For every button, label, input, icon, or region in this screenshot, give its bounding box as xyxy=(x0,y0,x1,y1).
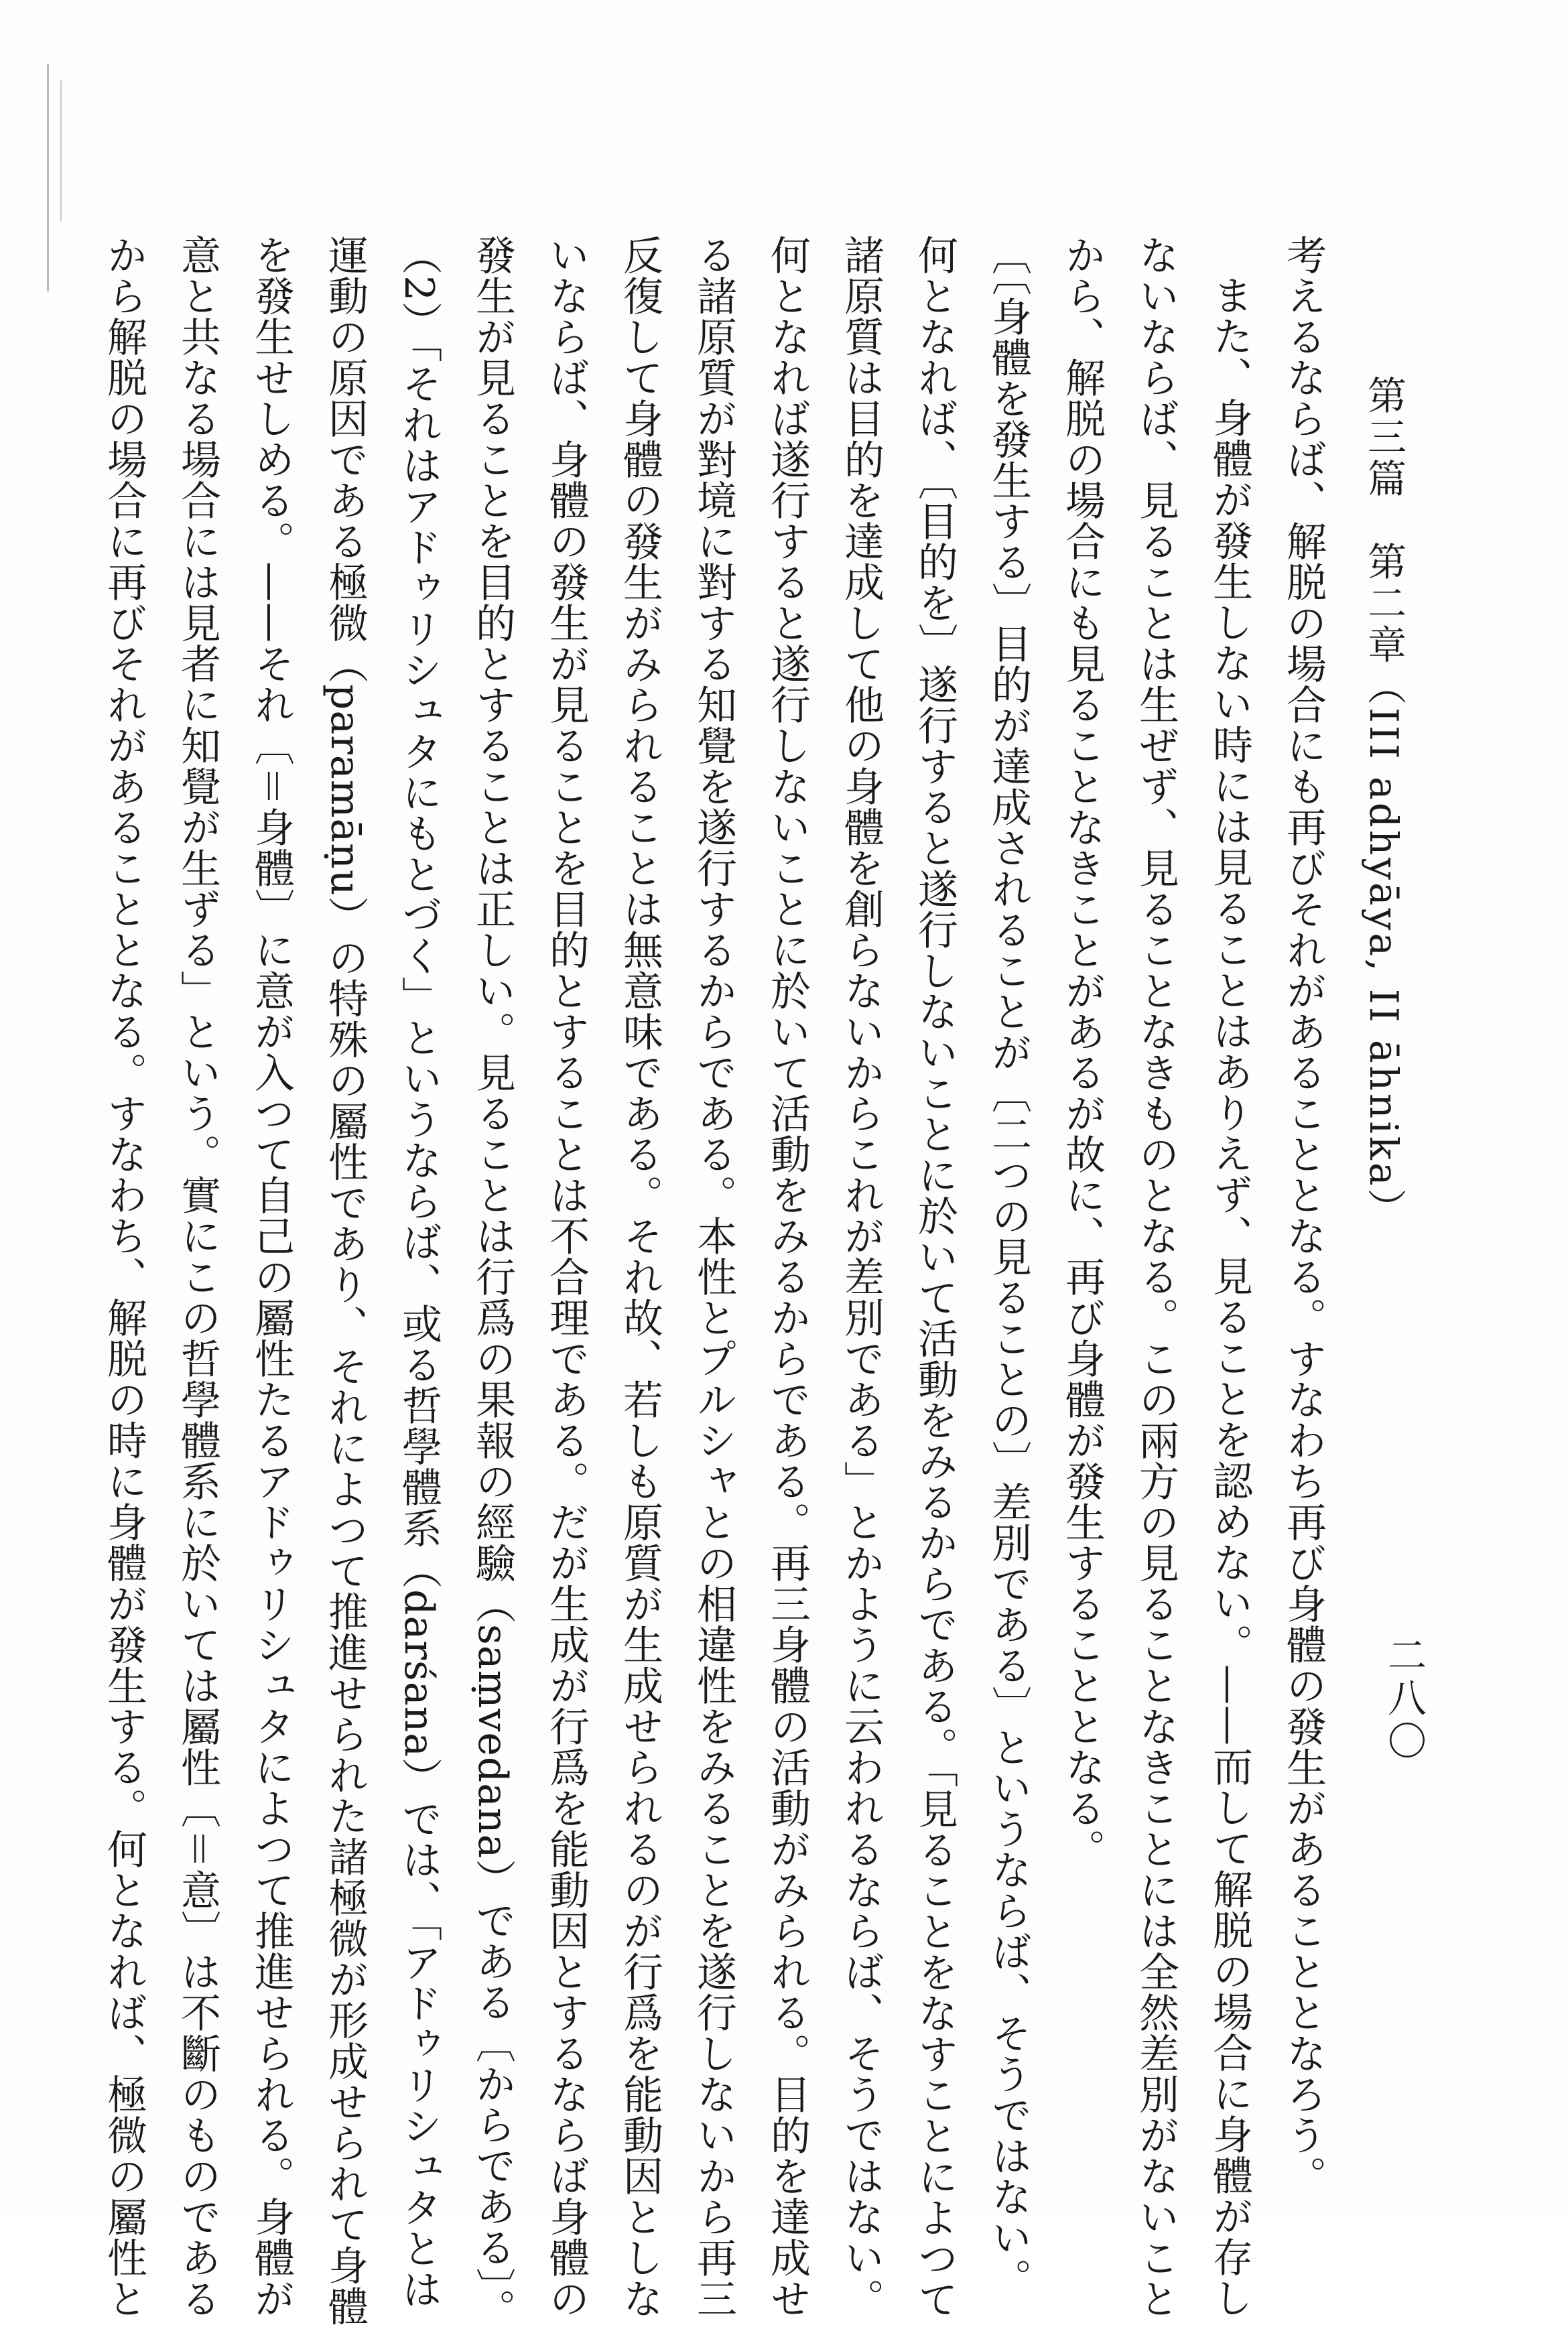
text-line: る諸原質が對境に對する知覺を遂行するからである。本性とプルシャとの相違性をみることを遂行しないから再三 xyxy=(690,235,737,2319)
text-line: 何となれば、〔目的を〕遂行すると遂行しないことに於いて活動をみるからである。「見ることをなすことによつて xyxy=(911,235,958,2320)
text-line: また、身體が發生しない時には見ることはありえず、見ることを認めない。——而して解脱の場合に身體が存し xyxy=(1206,275,1253,2318)
running-head: 第三篇 第二章（III adhyāya, II āhnika） xyxy=(1361,375,1407,1230)
text-line: 發生が見ることを目的とすることは正しい。見ることは行爲の果報の經驗（saṃvedana）である〔からである〕。 xyxy=(469,235,516,2329)
text-line: を發生せしめる。——それ〔＝身體〕に意が入つて自己の屬性たるアドゥリシュタによつて推進せられる。身體が xyxy=(248,235,295,2319)
text-line: から解脱の場合に再びそれがあることとなる。すなわち、解脱の時に身體が發生する。何となれば、極微の屬性と xyxy=(101,235,147,2319)
text-line: 〔〔身體を發生する〕目的が達成されることが〔二つの見ることの〕差別である〕というならば、そうではない。 xyxy=(985,235,1032,2299)
text-line: 諸原質は目的を達成して他の身體を創らないからこれが差別である」とかように云われるならば、そうではない。 xyxy=(838,235,885,2319)
page-number: 二八〇 xyxy=(1381,1635,1427,1764)
text-line: ないならば、見ることは生ぜず、見ることなきものとなる。この兩方の見ることなきことには全然差別がないこと xyxy=(1132,235,1179,2319)
text-line: （2）「それはアドゥリシュタにもとづく」というならば、或る哲學體系（darśana）では、「アドゥリシュタとは xyxy=(395,235,442,2310)
scan-edge-mark xyxy=(60,80,62,221)
text-line: 意と共なる場合には見者に知覺が生ずる」という。實にこの哲學體系に於いては屬性〔＝意〕は不斷のものである xyxy=(174,235,221,2319)
scan-edge-mark xyxy=(47,64,49,291)
text-line: から、解脱の場合にも見ることなきことがあるが故に、再び身體が發生することとなる。 xyxy=(1059,235,1106,1869)
text-line: 何となれば遂行すると遂行しないことに於いて活動をみるからである。再三身體の活動がみられる。目的を達成せ xyxy=(764,235,811,2319)
text-line: 反復して身體の發生がみられることは無意味である。それ故、若しも原質が生成せられるのが行爲を能動因としな xyxy=(616,235,663,2319)
body-text xyxy=(101,235,1340,2329)
text-line: いならば、身體の發生が見ることを目的とすることは不合理である。だが生成が行爲を能動因とするならば身體の xyxy=(543,235,590,2319)
text-line: 考えるならば、解脱の場合にも再びそれがあることとなる。すなわち再び身體の發生があることとなろう。 xyxy=(1280,235,1327,2196)
text-line: 運動の原因である極微（paramāṇu）の特殊の屬性であり、それによつて推進せられた諸極微が形成せられて身體 xyxy=(322,235,369,2327)
